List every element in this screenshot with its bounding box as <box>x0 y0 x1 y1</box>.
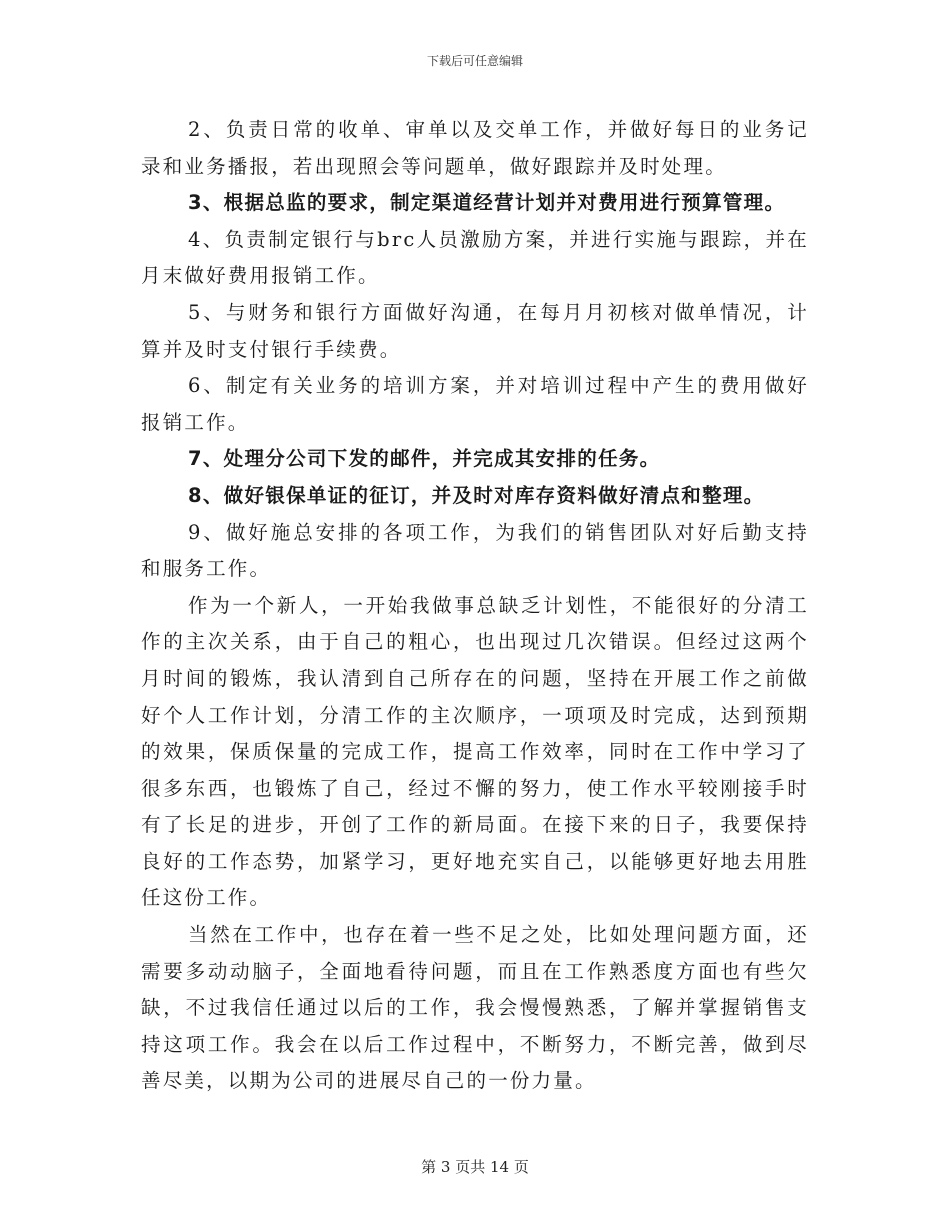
paragraph-item-9: 9、做好施总安排的各项工作，为我们的销售团队对好后勤支持和服务工作。 <box>141 520 809 581</box>
paragraph-item-4: 4、负责制定银行与brc人员激励方案，并进行实施与跟踪，并在月末做好费用报销工作。 <box>141 227 809 288</box>
paragraph-item-8: 8、做好银保单证的征订，并及时对库存资料做好清点和整理。 <box>188 483 765 507</box>
document-body <box>141 112 809 1100</box>
paragraph-item-5: 5、与财务和银行方面做好沟通，在每月月初核对做单情况，计算并及时支付银行手续费。 <box>141 300 809 361</box>
page-header: 下载后可任意编辑 <box>426 54 523 68</box>
paragraph-item-6: 6、制定有关业务的培训方案，并对培训过程中产生的费用做好报销工作。 <box>141 374 809 434</box>
paragraph-item-2: 2、负责日常的收单、审单以及交单工作，并做好每日的业务记录和业务播报，若出现照会等问题单，做好跟踪并及时处理。 <box>141 118 809 178</box>
page-footer: 第 3 页共 14 页 <box>421 1158 529 1176</box>
paragraph-shortcomings: 当然在工作中，也存在着一些不足之处，比如处理问题方面，还需要多动动脑子，全面地看待问题，而且在工作熟悉度方面也有些欠缺，不过我信任通过以后的工作，我会慢慢熟悉，了解并掌握销售支持这项工作。我会在以后工作过程中，不断努力，不断完善，做到尽善尽美，以期为公司的进展尽自己的一份力量。 <box>141 923 809 1093</box>
paragraph-item-7: 7、处理分公司下发的邮件，并完成其安排的任务。 <box>188 447 661 471</box>
paragraph-item-3: 3、根据总监的要求，制定渠道经营计划并对费用进行预算管理。 <box>188 191 786 215</box>
paragraph-self-review: 作为一个新人，一开始我做事总缺乏计划性，不能很好的分清工作的主次关系，由于自己的粗心，也出现过几次错误。但经过这两个月时间的锻炼，我认清到自己所存在的问题，坚持在开展工作之前做好个人工作计划，分清工作的主次顺序，一项项及时完成，达到预期的效果，保质保量的完成工作，提高工作效率，同时在工作中学习了很多东西，也锻炼了自己，经过不懈的努力，使工作水平较刚接手时有了长足的进步，开创了工作的新局面。在接下来的日子，我要保持良好的工作态势，加紧学习，更好地充实自己，以能够更好地去用胜任这份工作。 <box>141 593 809 910</box>
